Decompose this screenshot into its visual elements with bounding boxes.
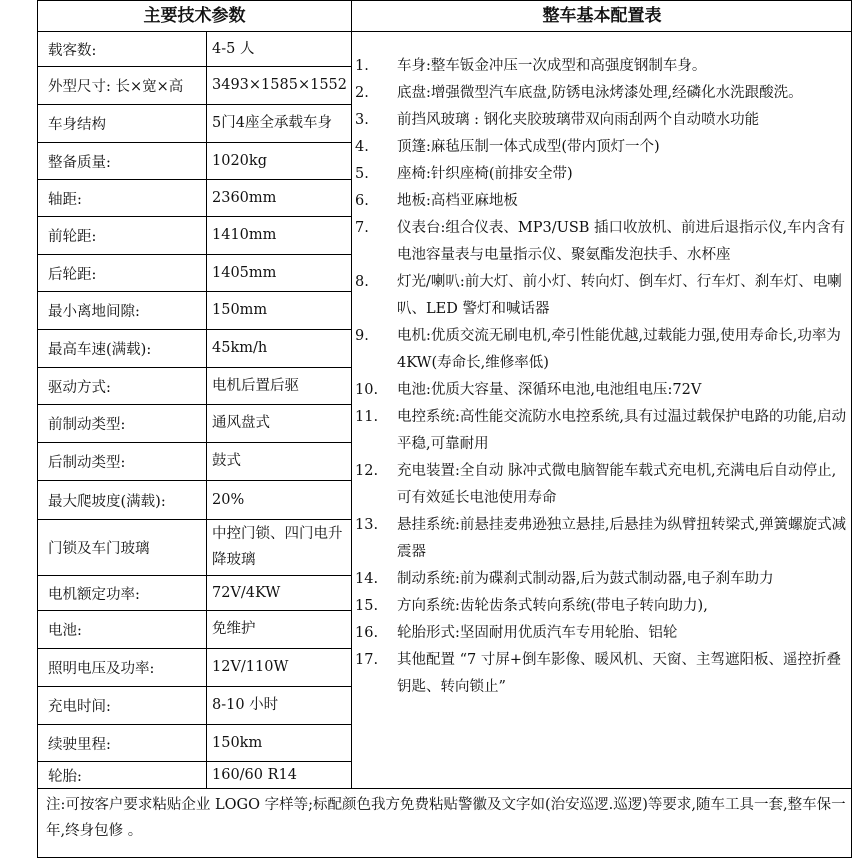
config-item-text: 灯光/喇叭:前大灯、前小灯、转向灯、倒车灯、行车灯、刹车灯、电喇叭、LED 警灯和喊话器	[397, 274, 842, 317]
spec-row	[38, 104, 351, 142]
config-item	[355, 80, 850, 107]
config-item-text: 悬挂系统:前悬挂麦弗逊独立悬挂,后悬挂为纵臂扭转梁式,弹簧螺旋式减震器	[397, 517, 847, 560]
spec-value: 72V/4KW	[212, 584, 281, 601]
config-item-text: 仪表台:组合仪表、MP3/USB 插口收放机、前进后退指示仪,车内含有电池容量表与电量指示仪、聚氨酯发泡扶手、水杯座	[397, 220, 846, 263]
config-item-text: 地板:高档亚麻地板	[397, 193, 518, 209]
spec-label: 驱动方式:	[48, 379, 111, 396]
spec-label: 轮胎:	[48, 768, 82, 785]
config-item	[355, 323, 850, 377]
spec-label: 后制动类型:	[48, 455, 126, 471]
spec-value: 160/60 R14	[212, 766, 297, 783]
spec-value: 20%	[212, 491, 245, 508]
spec-label: 整备质量:	[48, 154, 111, 171]
config-item-number: 2.	[355, 85, 369, 101]
spec-row	[38, 610, 351, 648]
spec-label: 最高车速(满载):	[48, 342, 152, 358]
config-item	[355, 512, 850, 566]
config-item-text: 底盘:增强微型汽车底盘,防锈电泳烤漆处理,经磷化水洗跟酸洗。	[397, 85, 803, 101]
spec-label: 载客数:	[48, 42, 97, 59]
config-item	[355, 107, 850, 134]
spec-row	[38, 648, 351, 686]
config-item-text: 制动系统:前为碟刹式制动器,后为鼓式制动器,电子刹车助力	[397, 571, 774, 587]
spec-row	[38, 66, 351, 104]
spec-value: 4-5 人	[212, 40, 255, 57]
note-cell	[38, 788, 851, 858]
config-item-text: 轮胎形式:坚固耐用优质汽车专用轮胎、铝轮	[397, 625, 678, 641]
column-divider	[351, 1, 352, 788]
spec-value: 1410mm	[212, 227, 277, 243]
spec-value: 12V/110W	[212, 659, 289, 675]
config-item	[355, 215, 850, 269]
spec-label: 后轮距:	[48, 266, 97, 283]
spec-value: 中控门锁、四门电升降玻璃	[212, 526, 343, 568]
config-item-number: 16.	[355, 625, 379, 641]
spec-label: 前制动类型:	[48, 417, 126, 433]
config-item-number: 7.	[355, 220, 369, 236]
spec-label: 最大爬坡度(满载):	[48, 493, 166, 510]
config-item	[355, 269, 850, 323]
spec-row	[38, 142, 351, 179]
specs-title: 主要技术参数	[143, 6, 246, 26]
spec-label: 门锁及车门玻璃	[48, 541, 150, 557]
spec-label: 续驶里程:	[48, 736, 111, 753]
spec-value: 免维护	[212, 621, 256, 637]
spec-row	[38, 519, 351, 575]
spec-row	[38, 442, 351, 480]
spec-value: 8-10 小时	[212, 697, 279, 713]
note-text: 注:可按客户要求粘贴企业 LOGO 字样等;标配颜色我方免费粘贴警徽及文字如(治安巡逻.巡逻)等要求,随车工具一套,整车保一年,终身包修 。	[46, 797, 846, 839]
spec-label: 电池:	[48, 623, 82, 639]
spec-value: 45km/h	[212, 340, 268, 356]
spec-value: 鼓式	[212, 453, 241, 469]
spec-row	[38, 761, 351, 788]
config-item	[355, 161, 850, 188]
spec-row	[38, 480, 351, 519]
config-item-number: 10.	[355, 382, 379, 398]
config-item-number: 1.	[355, 58, 369, 74]
config-item-text: 电机:优质交流无刷电机,牵引性能优越,过载能力强,使用寿命长,功率为 4KW(寿命长,维修率低)	[397, 328, 841, 371]
spec-label: 最小离地间隙:	[48, 304, 140, 320]
spec-row	[38, 31, 351, 66]
config-item-number: 9.	[355, 328, 369, 344]
spec-label: 轴距:	[48, 191, 82, 208]
spec-value: 通风盘式	[212, 415, 270, 431]
config-title: 整车基本配置表	[542, 6, 662, 26]
spec-label: 照明电压及功率:	[48, 661, 155, 677]
config-item-number: 13.	[355, 517, 379, 533]
spec-value: 150km	[212, 734, 263, 751]
config-item	[355, 188, 850, 215]
config-item-number: 3.	[355, 112, 369, 128]
spec-label: 充电时间:	[48, 699, 111, 715]
spec-label: 外型尺寸: 长×宽×高	[48, 79, 184, 95]
config-item	[355, 53, 850, 80]
config-item	[355, 134, 850, 161]
config-item	[355, 647, 850, 701]
spec-row	[38, 216, 351, 254]
spec-label: 前轮距:	[48, 229, 97, 245]
config-item-number: 17.	[355, 652, 379, 668]
spec-value: 3493×1585×1552	[212, 77, 348, 93]
spec-row	[38, 724, 351, 761]
spec-row	[38, 329, 351, 367]
config-item	[355, 458, 850, 512]
config-item	[355, 593, 850, 620]
spec-row	[38, 254, 351, 291]
config-item	[355, 566, 850, 593]
spec-value: 1405mm	[212, 264, 277, 281]
config-item-number: 12.	[355, 463, 379, 479]
config-item-text: 充电装置:全自动 脉冲式微电脑智能车载式充电机,充满电后自动停止,可有效延长电池使用寿命	[397, 463, 837, 506]
spec-row	[38, 575, 351, 610]
config-item-text: 电控系统:高性能交流防水电控系统,具有过温过载保护电路的功能,启动平稳,可靠耐用	[397, 409, 847, 452]
config-item-text: 其他配置 “7 寸屏+倒车影像、暖风机、天窗、主驾遮阳板、遥控折叠钥匙、转向锁止”	[397, 652, 842, 695]
spec-value: 1020kg	[212, 152, 267, 169]
spec-label: 车身结构	[48, 117, 106, 133]
spec-row	[38, 686, 351, 724]
spec-value: 电机后置后驱	[212, 377, 299, 394]
spec-value: 2360mm	[212, 189, 277, 206]
config-item-text: 电池:优质大容量、深循环电池,电池组电压:72V	[397, 382, 702, 398]
config-item-number: 5.	[355, 166, 369, 182]
config-item-text: 前挡风玻璃 : 钢化夹胶玻璃带双向雨刮两个自动喷水功能	[397, 112, 760, 128]
config-item-number: 11.	[355, 409, 379, 425]
spec-value: 150mm	[212, 302, 268, 318]
spec-row	[38, 291, 351, 329]
config-item	[355, 404, 850, 458]
config-item-number: 4.	[355, 139, 369, 155]
config-item	[355, 620, 850, 647]
spec-table	[37, 0, 852, 858]
config-item-number: 15.	[355, 598, 379, 614]
config-item-text: 车身:整车钣金冲压一次成型和高强度钢制车身。	[397, 58, 707, 74]
config-item-text: 方向系统:齿轮齿条式转向系统(带电子转向助力),	[397, 598, 708, 614]
config-item-number: 6.	[355, 193, 369, 209]
config-item-number: 8.	[355, 274, 369, 290]
spec-row	[38, 179, 351, 216]
spec-value: 5门4座全承载车身	[212, 115, 332, 131]
config-item	[355, 377, 850, 404]
config-item-text: 座椅:针织座椅(前排安全带)	[397, 166, 573, 182]
config-item-number: 14.	[355, 571, 379, 587]
spec-row	[38, 404, 351, 442]
config-item-text: 顶篷:麻毡压制一体式成型(带内顶灯一个)	[397, 139, 660, 155]
config-list	[355, 53, 850, 701]
spec-label: 电机额定功率:	[48, 586, 140, 603]
spec-row	[38, 367, 351, 404]
